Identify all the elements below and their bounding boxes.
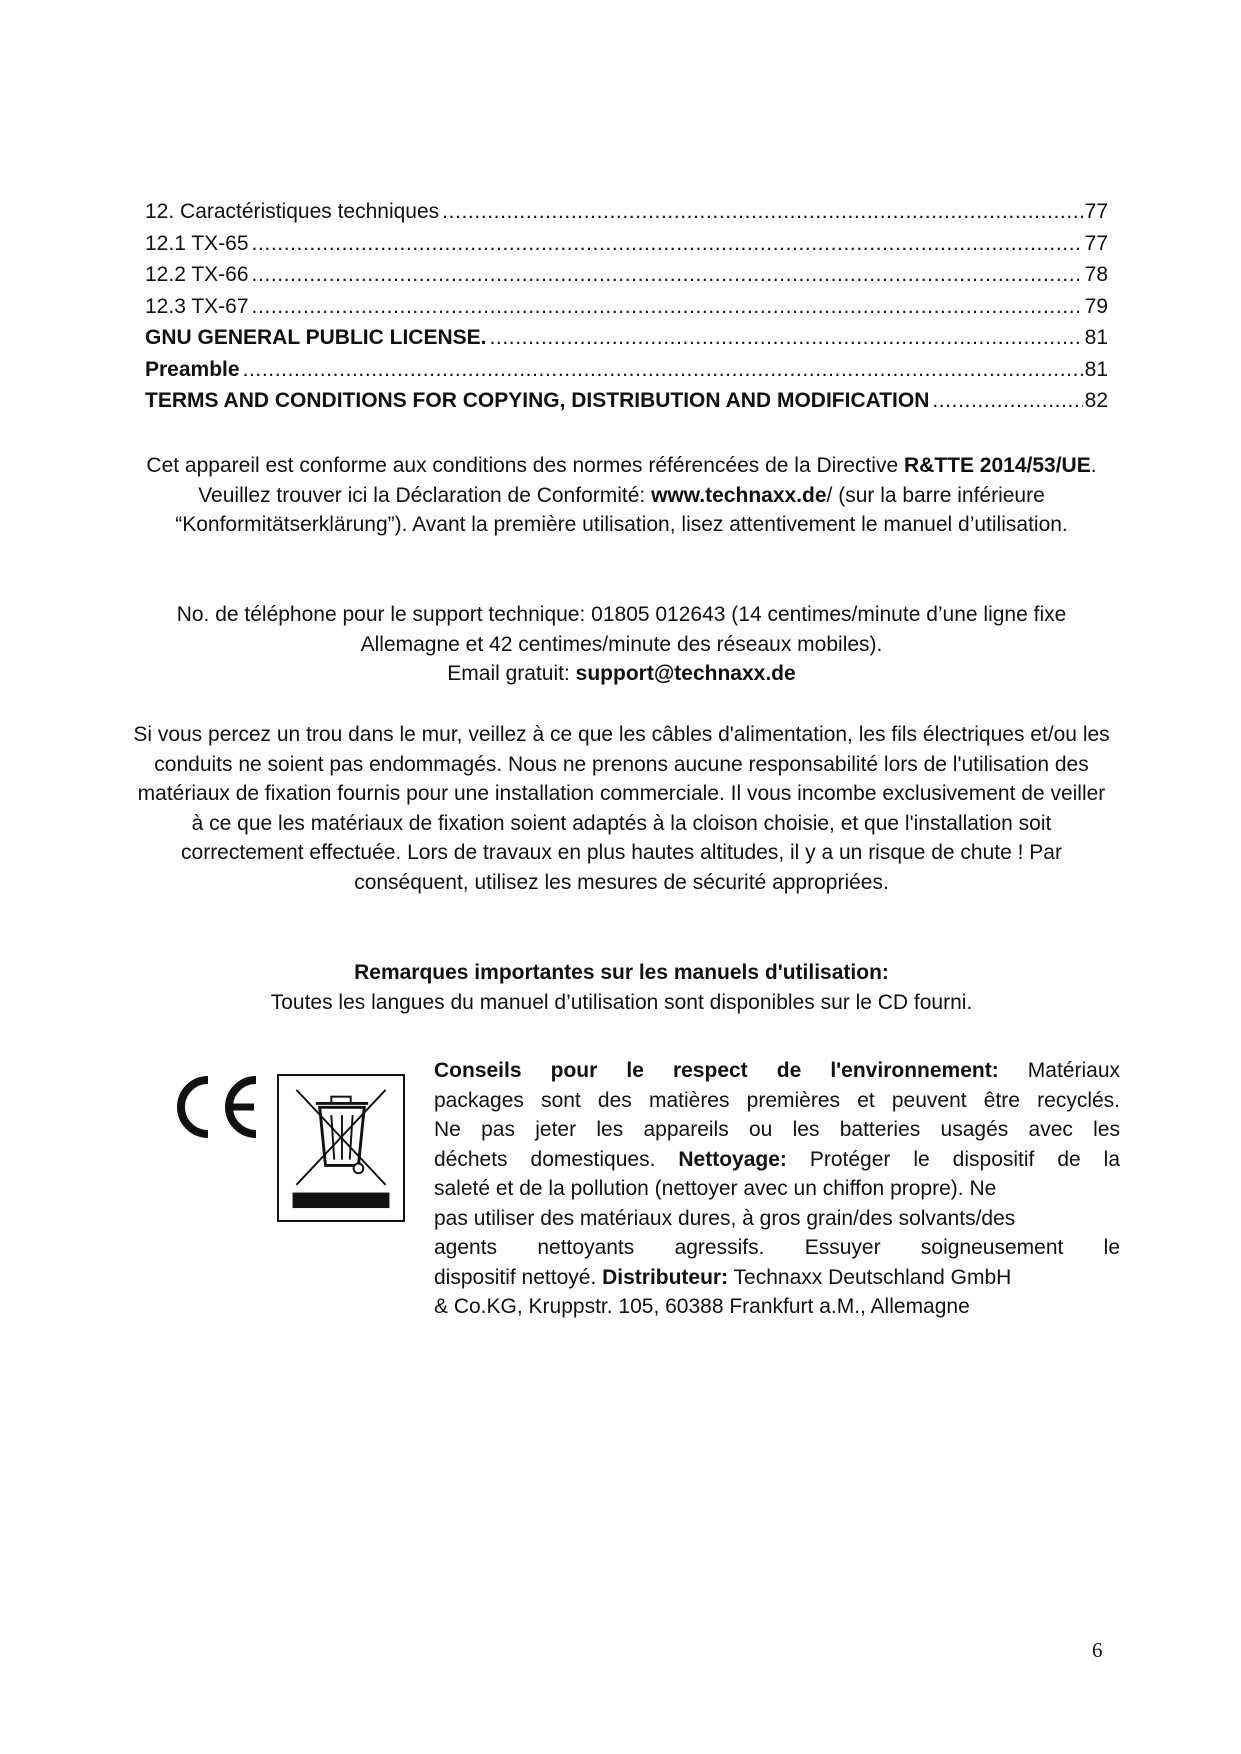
toc-page: 81 <box>1084 357 1108 381</box>
toc-page: 77 <box>1084 231 1108 255</box>
support-email-line: Email gratuit: support@technaxx.de <box>447 662 796 685</box>
support-phone: No. de téléphone pour le support technique: 01805 012643 (14 centimes/minute d’une ligne fixe Allemagne et 42 centimes/minute des réseaux mobiles). <box>176 603 1067 656</box>
toc-page: 77 <box>1084 200 1108 223</box>
toc-page: 79 <box>1084 294 1108 318</box>
toc-page: 81 <box>1084 326 1108 349</box>
toc-entry[interactable] <box>145 196 1108 228</box>
installation-warning: Si vous percez un trou dans le mur, veillez à ce que les câbles d'alimentation, les fils électriques et/ou les conduits ne soient pas endommagés. Nous ne prenons aucune responsabilité lors de l'utilisation des matériaux de fixation fournis pour une installation commerciale. Il vous incombe exclusivement de veiller à ce que les matériaux de fixation soient adaptés à la cloison choisie, et que l'installation soit correctement effectuée. Lors de travaux en plus hautes altitudes, il y a un risque de chute ! Par conséquent, utilisez les mesures de sécurité appropriées. <box>133 723 1110 894</box>
manuals-text: Toutes les langues du manuel d’utilisation sont disponibles sur le CD fourni. <box>270 990 973 1014</box>
toc-entry[interactable] <box>145 385 1108 417</box>
weee-bin-icon <box>277 1074 405 1222</box>
toc-label: 12. Caractéristiques techniques <box>145 200 440 223</box>
toc-entry[interactable] <box>145 322 1108 354</box>
distributor-title: Distributeur: <box>602 1265 729 1289</box>
toc-entry[interactable] <box>145 259 1108 291</box>
table-of-contents <box>145 196 1108 417</box>
manuals-title: Remarques importantes sur les manuels d'utilisation: <box>354 961 889 984</box>
support-info <box>130 600 1113 689</box>
environment-title: Conseils pour le respect de l'environnement: <box>434 1059 999 1082</box>
manuals-note <box>130 958 1113 1017</box>
toc-label: 12.3 TX-67 <box>145 294 249 318</box>
conformity-notice: Cet appareil est conforme aux conditions des normes référencées de la Directive R&TTE 2014/53/UE. Veuillez trouver ici la Déclaration de Conformité: www.technaxx.de/ (sur la barre inférieure “Konformitätserklärung”). Avant la première utilisation, lisez attentivement le manuel d’utilisation. <box>146 454 1097 536</box>
page-number: 6 <box>1092 1638 1103 1662</box>
toc-label: 12.1 TX-65 <box>145 231 249 255</box>
environment-notice: Conseils pour le respect de l'environnement: Matériaux packages sont des matières premières et peuvent être recyclés. Ne pas jeter les appareils ou les batteries usagés avec les déchets domestiques. Nettoyage: Protéger le dispositif de la saleté et de la pollution (nettoyer avec un chiffon propre). Ne pas utiliser des matériaux dures, à gros grain/des solvants/des agents nettoyants agressifs. Essuyer soigneusement le dispositif nettoyé. Distributeur: Technaxx Deutschland GmbH & Co.KG, Kruppstr. 105, 60388 Frankfurt a.M., Allemagne <box>434 1059 1120 1318</box>
toc-page: 82 <box>1084 389 1108 412</box>
toc-entry[interactable] <box>145 228 1108 260</box>
ce-mark-icon <box>168 1072 263 1142</box>
toc-label: 12.2 TX-66 <box>145 263 249 286</box>
toc-label: TERMS AND CONDITIONS FOR COPYING, DISTRIBUTION AND MODIFICATION <box>145 389 930 412</box>
toc-entry[interactable] <box>145 354 1108 386</box>
toc-entry[interactable] <box>145 291 1108 323</box>
cleaning-title: Nettoyage: <box>678 1147 787 1171</box>
support-email-link[interactable]: support@technaxx.de <box>575 662 796 685</box>
toc-label: Preamble <box>145 357 240 381</box>
technaxx-website-link[interactable]: www.technaxx.de <box>651 483 827 507</box>
toc-label: GNU GENERAL PUBLIC LICENSE. <box>145 326 487 349</box>
toc-page: 78 <box>1084 263 1108 286</box>
